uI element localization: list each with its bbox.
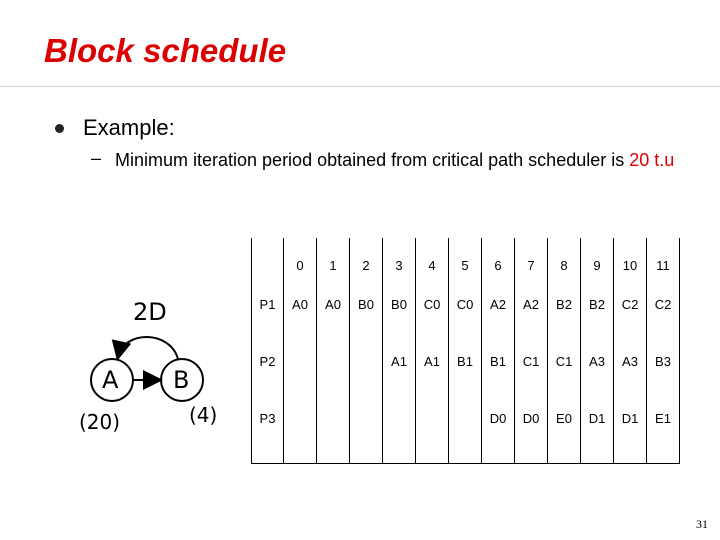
schedule-cell: C2 — [614, 291, 647, 348]
edge-delay-label: 2D — [133, 298, 167, 326]
schedule-cell: B2 — [581, 291, 614, 348]
corner-cell — [252, 238, 284, 291]
schedule-cell: D1 — [581, 405, 614, 463]
processor-label: P2 — [252, 348, 284, 405]
processor-row-p2 — [252, 348, 680, 405]
bullet-dot-icon — [55, 124, 64, 133]
schedule-cell: A0 — [317, 291, 350, 348]
page-number: 31 — [696, 517, 708, 531]
schedule-cell: E1 — [647, 405, 680, 463]
schedule-cell: C0 — [416, 291, 449, 348]
schedule-cell: A1 — [383, 348, 416, 405]
time-slot: 0 — [284, 238, 317, 291]
time-slot: 2 — [350, 238, 383, 291]
schedule-cell — [317, 348, 350, 405]
schedule-cell: D0 — [515, 405, 548, 463]
schedule-cell: A2 — [515, 291, 548, 348]
slide-title: Block schedule — [44, 32, 287, 69]
schedule-cell: C1 — [548, 348, 581, 405]
time-slot: 10 — [614, 238, 647, 291]
time-slot: 1 — [317, 238, 350, 291]
time-slot: 3 — [383, 238, 416, 291]
node-a-label: A — [102, 366, 119, 394]
processor-label: P1 — [252, 291, 284, 348]
schedule-cell: B3 — [647, 348, 680, 405]
schedule-cell: B1 — [449, 348, 482, 405]
schedule-cell: B0 — [383, 291, 416, 348]
schedule-cell — [350, 348, 383, 405]
time-slot: 6 — [482, 238, 515, 291]
node-b-label: B — [173, 366, 190, 394]
edge-b-to-a-delay — [118, 337, 178, 359]
schedule-cell: A3 — [581, 348, 614, 405]
schedule-cell: A0 — [284, 291, 317, 348]
node-a-weight: (20) — [79, 410, 121, 434]
processor-label: P3 — [252, 405, 284, 463]
schedule-cell: A2 — [482, 291, 515, 348]
schedule-cell — [416, 405, 449, 463]
schedule-cell: D1 — [614, 405, 647, 463]
time-slot: 7 — [515, 238, 548, 291]
bullet-text: Example: — [83, 115, 175, 140]
schedule-table — [251, 238, 680, 464]
iteration-period-value: 20 t.u — [629, 150, 675, 170]
schedule-cell: B0 — [350, 291, 383, 348]
time-slot: 4 — [416, 238, 449, 291]
processor-row-p3 — [252, 405, 680, 463]
schedule-cell: A3 — [614, 348, 647, 405]
schedule-cell: B1 — [482, 348, 515, 405]
schedule-cell — [317, 405, 350, 463]
sub-bullet-plain: Minimum iteration period obtained from critical path scheduler is — [115, 150, 630, 170]
node-b-weight: (4) — [189, 403, 218, 427]
schedule-cell — [284, 405, 317, 463]
sub-bullet-text — [115, 148, 695, 172]
schedule-cell: C2 — [647, 291, 680, 348]
schedule-cell — [383, 405, 416, 463]
schedule-cell: A1 — [416, 348, 449, 405]
schedule-cell — [284, 348, 317, 405]
processor-row-p1 — [252, 291, 680, 348]
time-slot: 11 — [647, 238, 680, 291]
schedule-cell: E0 — [548, 405, 581, 463]
time-slot: 5 — [449, 238, 482, 291]
schedule-cell: C1 — [515, 348, 548, 405]
schedule-cell: B2 — [548, 291, 581, 348]
schedule-cell — [449, 405, 482, 463]
schedule-cell — [350, 405, 383, 463]
schedule-cell: D0 — [482, 405, 515, 463]
time-slot: 9 — [581, 238, 614, 291]
time-header-row — [252, 238, 680, 291]
title-divider — [0, 86, 720, 87]
sub-bullet-dash: – — [91, 148, 102, 168]
time-slot: 8 — [548, 238, 581, 291]
schedule-cell: C0 — [449, 291, 482, 348]
